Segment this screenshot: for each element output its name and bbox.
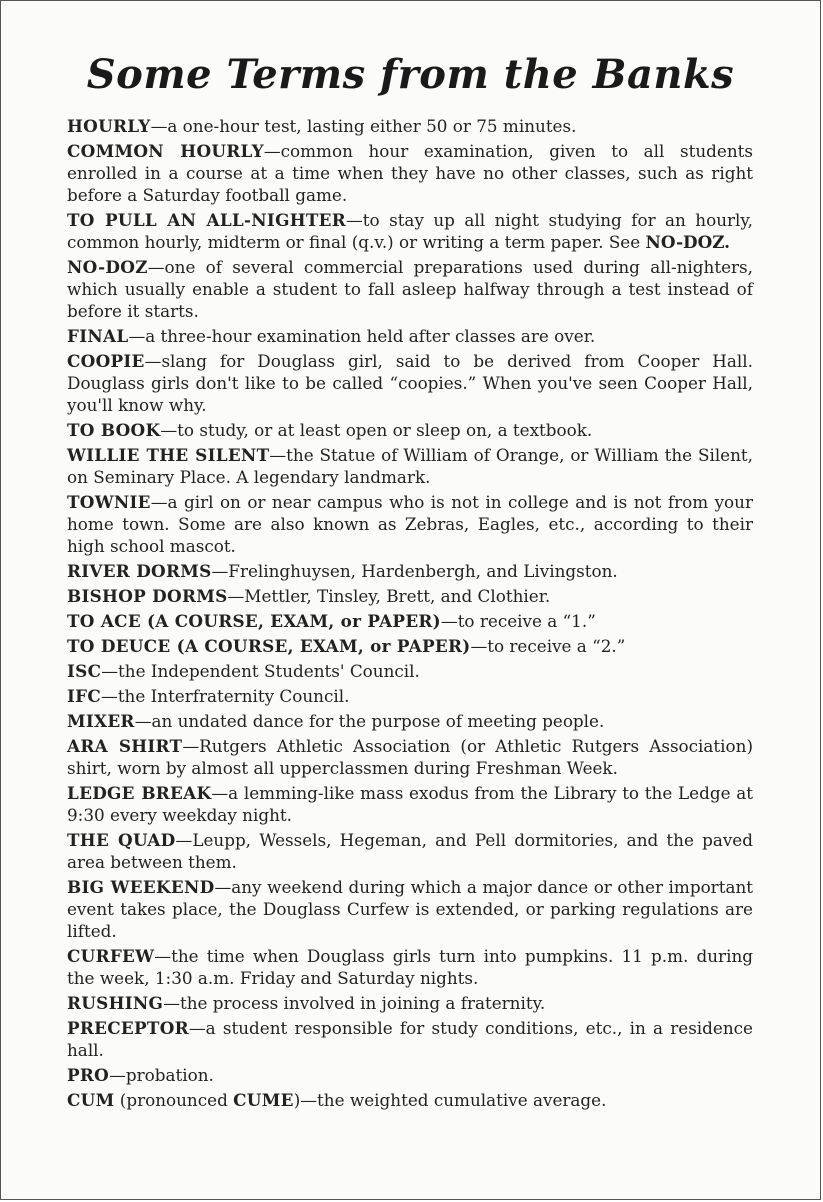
glossary-definition: —any weekend during which a major dance or other important event takes place, the Douglass Curfew is extended, or parking regulations are lifted. — [67, 877, 753, 941]
glossary-entry — [67, 782, 753, 826]
glossary-definition: —the Statue of William of Orange, or William the Silent, on Seminary Place. A legendary landmark. — [67, 445, 753, 487]
glossary-term: LEDGE BREAK — [67, 783, 212, 803]
glossary-entry — [67, 491, 753, 557]
glossary-entry — [67, 1064, 753, 1086]
glossary-term: ISC — [67, 661, 102, 681]
glossary-term-alt: CUME — [233, 1090, 294, 1110]
glossary-term: RIVER DORMS — [67, 561, 212, 581]
glossary-entry — [67, 585, 753, 607]
glossary-entry — [67, 444, 753, 488]
glossary-definition: —common hour examination, given to all students enrolled in a course at a time when they have no other classes, such as right before a Saturday football game. — [67, 141, 753, 205]
glossary-definition: )—the weighted cumulative average. — [293, 1090, 607, 1110]
glossary-entry — [67, 660, 753, 682]
glossary-entry — [67, 256, 753, 322]
glossary-term: WILLIE THE SILENT — [67, 445, 270, 465]
glossary-term: BISHOP DORMS — [67, 586, 228, 606]
glossary-entry — [67, 560, 753, 582]
glossary-term: ARA SHIRT — [67, 736, 183, 756]
glossary-term: FINAL — [67, 326, 129, 346]
glossary-term: COMMON HOURLY — [67, 141, 264, 161]
glossary-term: THE QUAD — [67, 830, 176, 850]
glossary-definition: —Frelinghuysen, Hardenbergh, and Livingston. — [211, 561, 618, 581]
glossary-definition: —to study, or at least open or sleep on, a textbook. — [160, 420, 593, 440]
glossary-term: TO DEUCE (A COURSE, EXAM, or PAPER) — [67, 636, 471, 656]
glossary-definition: —to receive a “2.” — [470, 636, 626, 656]
glossary-term: TO BOOK — [67, 420, 161, 440]
glossary-definition: —Leupp, Wessels, Hegeman, and Pell dormitories, and the paved area between them. — [67, 830, 753, 872]
glossary-entry — [67, 945, 753, 989]
glossary-entry — [67, 350, 753, 416]
glossary-term: BIG WEEKEND — [67, 877, 215, 897]
glossary-definition: —to receive a “1.” — [440, 611, 596, 631]
glossary-term: CUM — [67, 1090, 115, 1110]
glossary-definition: —the Independent Students' Council. — [101, 661, 420, 681]
glossary-entry — [67, 419, 753, 441]
glossary-term: IFC — [67, 686, 102, 706]
glossary-definition: —a three-hour examination held after classes are over. — [128, 326, 596, 346]
glossary-entry — [67, 1089, 753, 1111]
glossary-definition: —a lemming-like mass exodus from the Library to the Ledge at 9:30 every weekday night. — [67, 783, 753, 825]
glossary-term: PRECEPTOR — [67, 1018, 189, 1038]
glossary-term: TO ACE (A COURSE, EXAM, or PAPER) — [67, 611, 441, 631]
glossary-term: NO-DOZ — [67, 257, 148, 277]
glossary-definition: —probation. — [109, 1065, 214, 1085]
glossary-entry — [67, 735, 753, 779]
glossary-entry — [67, 115, 753, 137]
glossary-term: COOPIE — [67, 351, 145, 371]
glossary-entry — [67, 635, 753, 657]
glossary-definition: —the process involved in joining a fraternity. — [163, 993, 546, 1013]
glossary-definition: —one of several commercial preparations used during all-nighters, which usually enable a student to fall asleep halfway through a test instead of before it starts. — [67, 257, 753, 321]
glossary-entry — [67, 829, 753, 873]
page-title: Some Terms from the Banks — [86, 51, 735, 98]
glossary-definition: —a one-hour test, lasting either 50 or 75 minutes. — [150, 116, 577, 136]
glossary-definition: —the Interfraternity Council. — [101, 686, 350, 706]
glossary-definition: —slang for Douglass girl, said to be derived from Cooper Hall. Douglass girls don't like to be called “coopies.” When you've seen Cooper Hall, you'll know why. — [67, 351, 753, 415]
glossary-aside: (pronounced — [114, 1090, 234, 1110]
glossary-entry — [67, 710, 753, 732]
glossary-term: HOURLY — [67, 116, 151, 136]
glossary-definition: —an undated dance for the purpose of meeting people. — [134, 711, 605, 731]
glossary-definition: —Mettler, Tinsley, Brett, and Clothier. — [227, 586, 551, 606]
glossary-definition: —a girl on or near campus who is not in college and is not from your home town. Some are also known as Zebras, Eagles, etc., according to their high school mascot. — [67, 492, 753, 556]
glossary-entry — [67, 610, 753, 632]
glossary-definition: —Rutgers Athletic Association (or Athletic Rutgers Association) shirt, worn by almost all upperclassmen during Freshman Week. — [67, 736, 753, 778]
glossary-definition: —to stay up all night studying for an hourly, common hourly, midterm or final (q.v.) or writing a term paper. See — [67, 210, 753, 252]
glossary-term: TO PULL AN ALL-NIGHTER — [67, 210, 346, 230]
glossary-entry — [67, 876, 753, 942]
glossary-definition: —the time when Douglass girls turn into pumpkins. 11 p.m. during the week, 1:30 a.m. Friday and Saturday nights. — [67, 946, 753, 988]
glossary-entry — [67, 325, 753, 347]
glossary-term: MIXER — [67, 711, 135, 731]
glossary-term: CURFEW — [67, 946, 155, 966]
glossary-entry — [67, 209, 753, 253]
glossary-list — [67, 115, 753, 1114]
glossary-definition: —a student responsible for study conditions, etc., in a residence hall. — [67, 1018, 753, 1060]
glossary-entry — [67, 1017, 753, 1061]
glossary-entry — [67, 685, 753, 707]
glossary-entry — [67, 140, 753, 206]
glossary-term: PRO — [67, 1065, 110, 1085]
glossary-entry — [67, 992, 753, 1014]
glossary-term: TOWNIE — [67, 492, 151, 512]
glossary-cross-reference: NO-DOZ. — [645, 232, 731, 252]
glossary-term: RUSHING — [67, 993, 164, 1013]
